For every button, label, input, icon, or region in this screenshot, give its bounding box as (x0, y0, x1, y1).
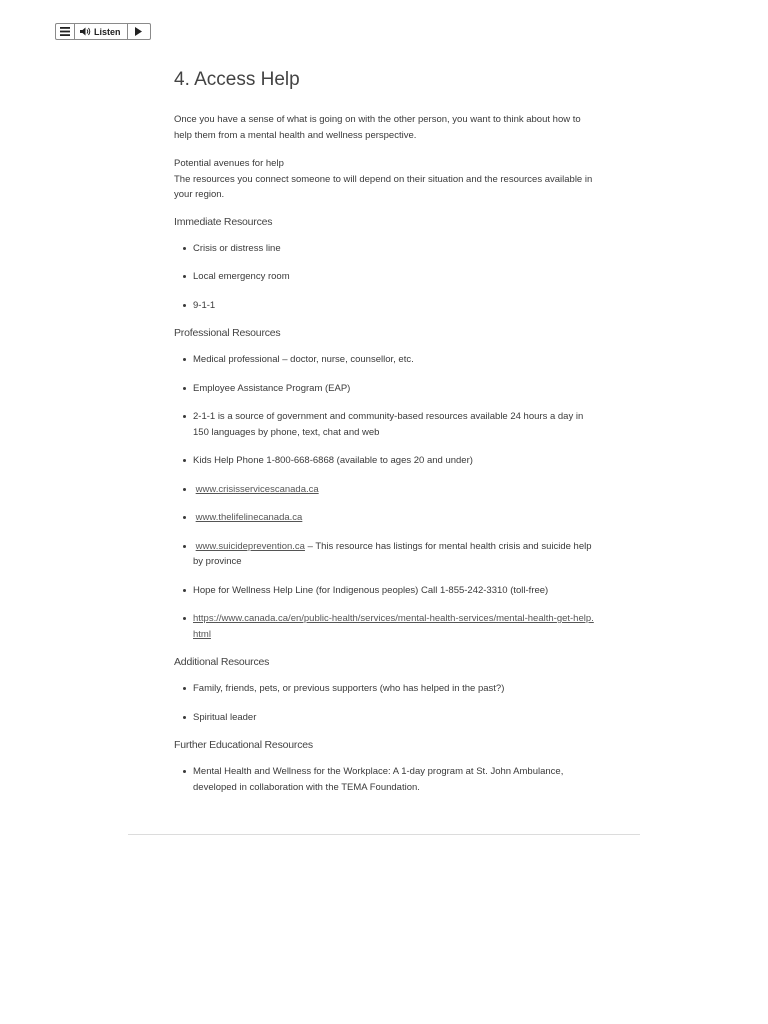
link-crisis-services[interactable]: www.crisisservicescanada.ca (195, 483, 319, 495)
list-item (193, 539, 599, 570)
play-button[interactable] (128, 24, 150, 39)
suicide-link-description: – This resource has listings for mental health crisis and suicide help by province (193, 540, 592, 567)
list-item (193, 482, 599, 498)
link-suicide-prevention[interactable]: www.suicideprevention.ca (195, 540, 305, 552)
listen-button[interactable] (75, 24, 128, 39)
list-item (193, 510, 599, 526)
link-canada-mental-health[interactable]: https://www.canada.ca/en/public-health/services/mental-health-services/mental-health-get-help.html (193, 613, 594, 640)
list-item: Crisis or distress line (193, 241, 599, 257)
professional-resources-heading: Professional Resources (174, 327, 281, 339)
list-item: Local emergency room (193, 269, 599, 285)
speaker-icon (80, 27, 91, 36)
immediate-resources-heading: Immediate Resources (174, 215, 273, 228)
listen-toolbar (55, 23, 151, 40)
list-item: Spiritual leader (193, 710, 599, 726)
list-item: 2-1-1 is a source of government and community-based resources available 24 hours a day in 150 languages by phone, text, chat and web (193, 409, 599, 440)
avenues-paragraph: The resources you connect someone to will depend on their situation and the resources available in your region. (174, 173, 593, 200)
intro-paragraph: Once you have a sense of what is going on with the other person, you want to think about how to help them from a mental health and wellness perspective. (174, 114, 581, 141)
list-item: Family, friends, pets, or previous supporters (who has helped in the past?) (193, 681, 599, 697)
page-title: 4. Access Help (174, 69, 300, 90)
play-icon (135, 27, 142, 36)
article-content (174, 66, 599, 808)
footer-divider (128, 834, 640, 835)
list-item: Employee Assistance Program (EAP) (193, 381, 599, 397)
list-item: Kids Help Phone 1-800-668-6868 (available to ages 20 and under) (193, 453, 599, 469)
list-item: Mental Health and Wellness for the Workplace: A 1-day program at St. John Ambulance, developed in collaboration with the TEMA Foundation. (193, 764, 599, 795)
immediate-resources-list (174, 241, 599, 314)
list-item: 9-1-1 (193, 298, 599, 314)
avenues-heading: Potential avenues for help (174, 158, 284, 169)
hamburger-menu-icon (60, 27, 70, 36)
link-lifeline[interactable]: www.thelifelinecanada.ca (195, 512, 303, 523)
list-item: Hope for Wellness Help Line (for Indigenous peoples) Call 1-855-242-3310 (toll-free) (193, 583, 599, 599)
additional-resources-heading: Additional Resources (174, 656, 270, 668)
professional-resources-list (174, 352, 599, 642)
educational-resources-list (174, 764, 599, 795)
listen-label: Listen (94, 26, 121, 37)
additional-resources-list (174, 681, 599, 725)
list-item (193, 611, 599, 642)
list-item: Medical professional – doctor, nurse, counsellor, etc. (193, 352, 599, 368)
educational-resources-heading: Further Educational Resources (174, 739, 313, 751)
toolbar-menu-button[interactable] (56, 24, 75, 39)
